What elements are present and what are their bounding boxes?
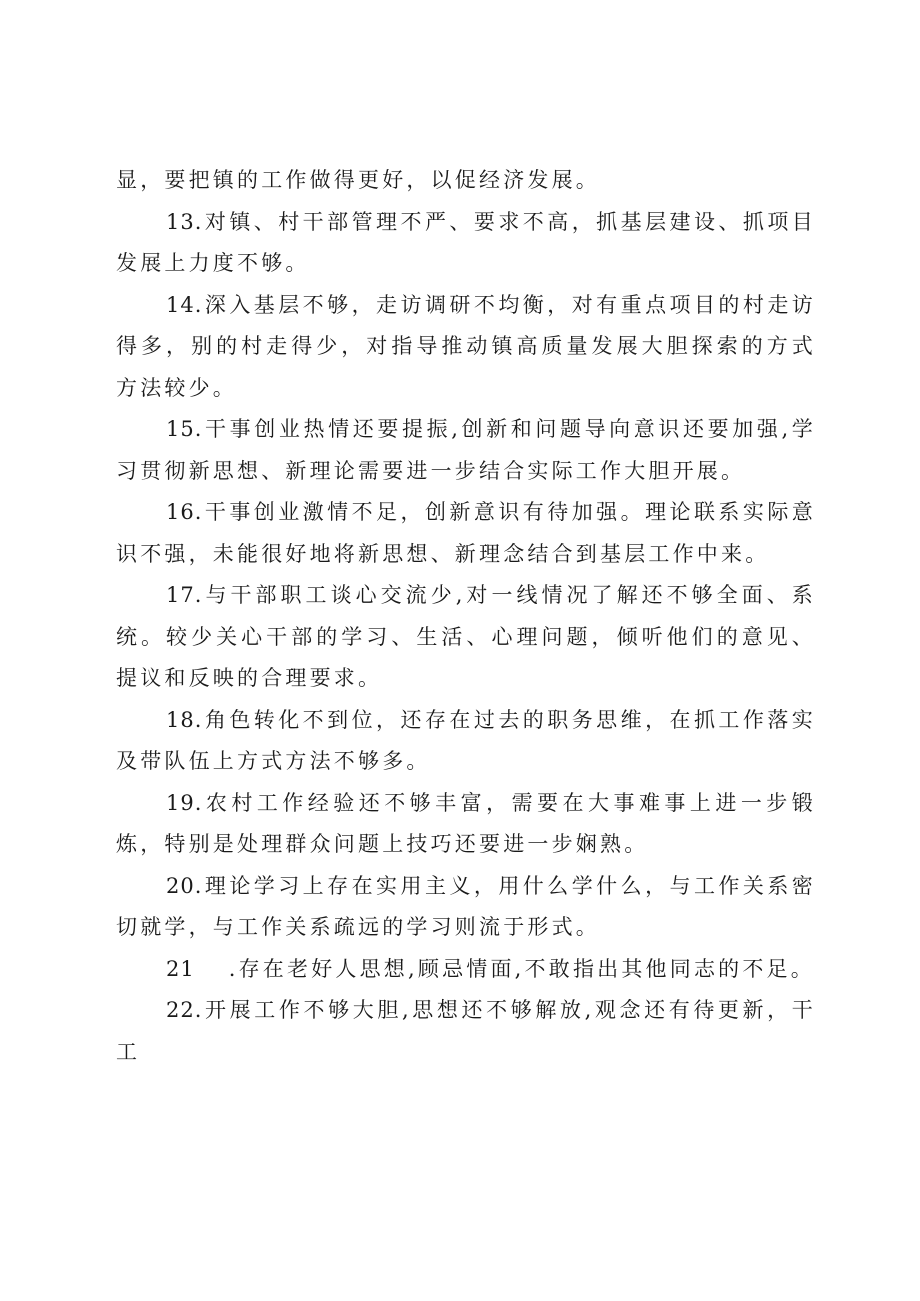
paragraph-item-22 <box>116 990 816 1073</box>
item-number: 16 <box>166 500 195 524</box>
paragraph-item-18 <box>116 700 816 783</box>
paragraph-text: .存在老好人思想,顾忌情面,不敢指出其他同志的不足。 <box>228 956 815 981</box>
paragraph-text: .理论学习上存在实用主义，用什么学什么，与工作关系密切就学，与工作关系疏远的学习则流于形式。 <box>116 873 816 939</box>
paragraph-text: .深入基层不够，走访调研不均衡，对有重点项目的村走访得多，别的村走得少，对指导推动镇高质量发展大胆探索的方式方法较少。 <box>116 292 816 400</box>
paragraph-item-14 <box>116 285 816 410</box>
paragraph-text: .开展工作不够大胆,思想还不够解放,观念还有待更新，干工 <box>116 998 816 1064</box>
item-number: 19 <box>166 790 195 815</box>
paragraph-text: .农村工作经验还不够丰富，需要在大事难事上进一步锻炼，特别是处理群众问题上技巧还要进一步娴熟。 <box>116 790 816 856</box>
item-number: 13 <box>166 209 195 234</box>
paragraph-item-20 <box>116 866 816 949</box>
item-number: 17 <box>166 583 195 607</box>
item-number: 22 <box>166 998 195 1022</box>
item-number: 18 <box>166 707 195 732</box>
paragraph-text: .对镇、村干部管理不严、要求不高，抓基层建设、抓项目发展上力度不够。 <box>116 209 816 275</box>
item-number: 20 <box>166 873 195 898</box>
item-number: 15 <box>166 417 195 441</box>
paragraph-item-15 <box>116 409 816 492</box>
paragraph-item-16 <box>116 492 816 575</box>
paragraph-text: .干事创业热情还要提振,创新和问题导向意识还要加强,学习贯彻新思想、新理论需要进一步结合实际工作大胆开展。 <box>116 417 816 483</box>
item-number: 21 <box>166 956 195 981</box>
paragraph-text: .角色转化不到位，还存在过去的职务思维，在抓工作落实及带队伍上方式方法不够多。 <box>116 707 816 773</box>
item-number: 14 <box>166 292 195 317</box>
paragraph-text: 显，要把镇的工作做得更好，以促经济发展。 <box>116 168 600 192</box>
paragraph-item-13 <box>116 202 816 285</box>
paragraph-continuation <box>116 160 816 202</box>
paragraph-text: .与干部职工谈心交流少,对一线情况了解还不够全面、系统。较少关心干部的学习、生活、心理问题，倾听他们的意见、提议和反映的合理要求。 <box>116 583 816 690</box>
document-body <box>116 160 816 1073</box>
paragraph-item-21 <box>116 949 816 991</box>
paragraph-text: .干事创业激情不足，创新意识有待加强。理论联系实际意识不强，未能很好地将新思想、新理念结合到基层工作中来。 <box>116 500 816 566</box>
paragraph-item-19 <box>116 783 816 866</box>
paragraph-item-17 <box>116 575 816 700</box>
